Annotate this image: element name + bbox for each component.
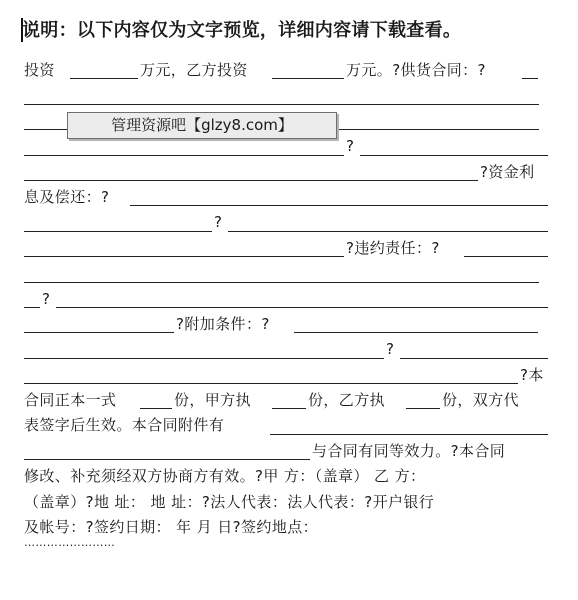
blank-liability xyxy=(464,256,548,257)
text-mark: ? xyxy=(42,289,51,308)
text-copies: 合同正本一式 xyxy=(24,391,117,410)
blank-party-b-copies xyxy=(406,408,440,409)
text-mark: ? xyxy=(386,340,395,359)
text-signatures: （盖章）?地 址： 地 址：?法人代表：法人代表：?开户银行 xyxy=(24,492,435,511)
text-account-date: 及帐号：?签约日期： 年 月 日?签约地点： xyxy=(24,518,319,537)
text-party-b-investment: 万元，乙方投资 xyxy=(140,61,248,79)
line-investment xyxy=(24,58,549,83)
blank xyxy=(24,256,344,257)
blank-party-b-investment xyxy=(272,78,344,79)
line-signatures xyxy=(24,490,549,515)
blank-line xyxy=(24,261,549,286)
line-attachments xyxy=(24,413,549,438)
text-ben: ?本 xyxy=(520,365,544,384)
text-supply-contract: 万元。?供货合同：? xyxy=(346,61,486,79)
line-contract-copies xyxy=(24,388,549,413)
text-both-parties: 份，双方代 xyxy=(442,391,520,410)
blank xyxy=(228,231,548,232)
text-additional-terms: ?附加条件：? xyxy=(176,314,270,333)
text-party-a-holds: 份，甲方执 xyxy=(174,391,252,410)
blank-supply-contract xyxy=(522,78,538,79)
line-fund-interest xyxy=(24,160,549,185)
text-repayment: 息及偿还：? xyxy=(24,187,110,206)
blank-party-a-copies xyxy=(272,408,306,409)
blank xyxy=(24,459,310,460)
blank xyxy=(400,358,548,359)
text-attachments: 表签字后生效。本合同附件有 xyxy=(24,416,225,435)
blank-additional-terms xyxy=(294,332,538,333)
text-amendment: 修改、补充须经双方协商方有效。?甲 方：（盖章） 乙 方： xyxy=(24,467,426,486)
blank-attachments xyxy=(270,434,548,435)
blank xyxy=(24,155,344,156)
blank xyxy=(24,282,539,283)
blank xyxy=(360,155,548,156)
blank-party-a-investment xyxy=(70,78,138,79)
line-repayment xyxy=(24,185,549,210)
blank xyxy=(56,307,548,308)
site-watermark-banner: 管理资源吧【glzy8.com】 xyxy=(67,112,337,139)
blank xyxy=(24,231,212,232)
line-liability xyxy=(24,236,549,261)
text-party-b-holds: 份，乙方执 xyxy=(308,391,386,410)
text-investment-label: 投资 xyxy=(24,61,55,79)
text-mark: ? xyxy=(346,137,355,156)
blank xyxy=(24,307,40,308)
blank-total-copies xyxy=(140,408,172,409)
blank-line xyxy=(24,287,549,312)
text-equal-effect: 与合同有同等效力。?本合同 xyxy=(312,441,506,460)
truncation-ellipsis: …………………… xyxy=(24,536,116,549)
text-mark: ? xyxy=(214,213,223,232)
blank-line xyxy=(24,337,549,362)
blank-line xyxy=(24,83,549,108)
text-liability: ?违约责任：? xyxy=(346,238,440,257)
preview-notice: 说明：以下内容仅为文字预览，详细内容请下载查看。 xyxy=(22,20,462,41)
blank xyxy=(24,383,518,384)
line-amendment xyxy=(24,464,549,489)
blank xyxy=(24,358,384,359)
blank-line xyxy=(24,210,549,235)
text-fund-interest: ?资金利 xyxy=(480,162,535,181)
line-contract-copies-start xyxy=(24,363,549,388)
line-additional-terms xyxy=(24,312,549,337)
blank xyxy=(24,332,174,333)
line-equal-effect xyxy=(24,439,549,464)
blank xyxy=(24,104,539,105)
blank-repayment xyxy=(130,205,548,206)
blank xyxy=(24,180,478,181)
